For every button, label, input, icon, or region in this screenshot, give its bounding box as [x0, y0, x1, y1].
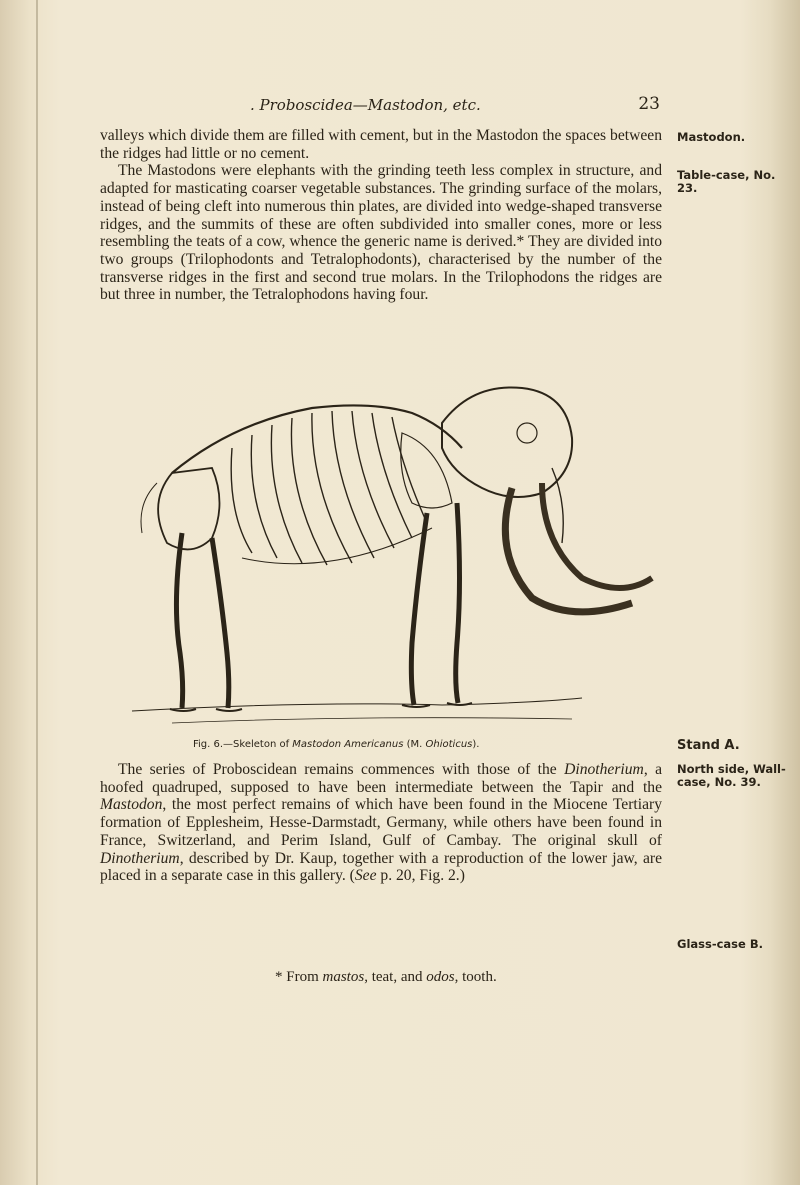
- paragraph-line-2: The Mastodons were elephants with the grinding teeth less complex in structure, and adapted for masticating coarser vegetable substances. The grinding surface of the molars, instead of being cleft into numerous thin plates, are divided into wedge-shaped transverse ridges, and the summits of these are often subdivided into smaller cones, more or less resembling the teats of a cow, whence the generic name is derived.* They are divided into two groups (Trilophodonts and Tetralophodonts), characterised by the number of the transverse ridges in the first and second true molars. In the Trilophodons the ridges are but three in number, the Tetralophodons having four.: [100, 162, 662, 304]
- p2-part5: p. 20, Fig. 2.): [376, 867, 465, 885]
- hind-leg-right: [212, 538, 229, 708]
- page-number: 23: [638, 94, 660, 114]
- spine: [172, 405, 462, 473]
- margin-note-glass-case: Glass-case B.: [677, 937, 763, 951]
- footnote-end: , tooth.: [454, 969, 497, 985]
- margin-note-mastodon: Mastodon.: [677, 130, 746, 144]
- p2-part1: The series of Proboscidean remains commences with those of the: [118, 761, 565, 778]
- page-spine-shadow: [36, 0, 38, 1185]
- caption-synonym: Ohioticus: [425, 739, 473, 750]
- front-leg-right: [456, 503, 460, 703]
- page-header: [100, 96, 660, 118]
- figure-caption: [193, 739, 479, 750]
- p2-dinotherium-2: Dinotherium: [100, 849, 180, 867]
- hind-leg-left: [176, 533, 182, 708]
- p2-dinotherium-1: Dinotherium: [564, 761, 644, 778]
- caption-species: Mastodon Americanus: [292, 739, 404, 750]
- margin-note-table-case: Table-case, No. 23.: [677, 168, 776, 195]
- running-title: . Proboscidea—Mastodon, etc.: [250, 96, 481, 114]
- mastodon-skeleton-figure: [112, 353, 672, 731]
- skull: [442, 387, 572, 497]
- caption-prefix: Fig. 6.—Skeleton of: [193, 739, 290, 750]
- p2-part3: , the most perfect remains of which have been found in the Miocene Tertiary formation of Epplesheim, Hesse-Darmstadt, Germany, while others have been found in France, Switzerland, and Perim Island, Gulf of Cambay. The original skull of: [100, 796, 662, 849]
- margin-note-north-side: North side, Wall-case, No. 39.: [677, 762, 786, 789]
- ground-shadow: [132, 698, 582, 711]
- paragraph-dinotherium: [100, 761, 662, 885]
- p2-mastodon: Mastodon: [100, 796, 163, 814]
- p2-see: See: [354, 867, 377, 885]
- margin-note-stand: Stand A.: [677, 738, 740, 753]
- front-leg-left: [411, 513, 427, 705]
- paragraph-line-1: valleys which divide them are filled with cement, but in the Mastodon the spaces between the ridges had little or no cement.: [100, 127, 662, 162]
- tusk-right: [542, 483, 652, 588]
- footnote-mastos: mastos: [322, 969, 365, 985]
- caption-suffix: ).: [472, 739, 480, 750]
- paragraph-mastodon-teeth: [100, 127, 662, 304]
- pelvis: [158, 468, 219, 549]
- caption-mid: (M.: [406, 739, 423, 750]
- footnote-mid: , teat, and: [364, 969, 427, 985]
- footnote-marker: * From: [275, 969, 323, 985]
- footnote-odos: odos: [426, 969, 455, 985]
- p2-part2: , a hoofed quadruped, supposed to have been intermediate between the Tapir and the: [100, 761, 663, 796]
- footnote: [275, 969, 497, 986]
- tusk-left: [505, 488, 632, 612]
- p2-part4: , described by Dr. Kaup, together with a reproduction of the lower jaw, are placed in a separate case in this gallery. (: [100, 849, 662, 885]
